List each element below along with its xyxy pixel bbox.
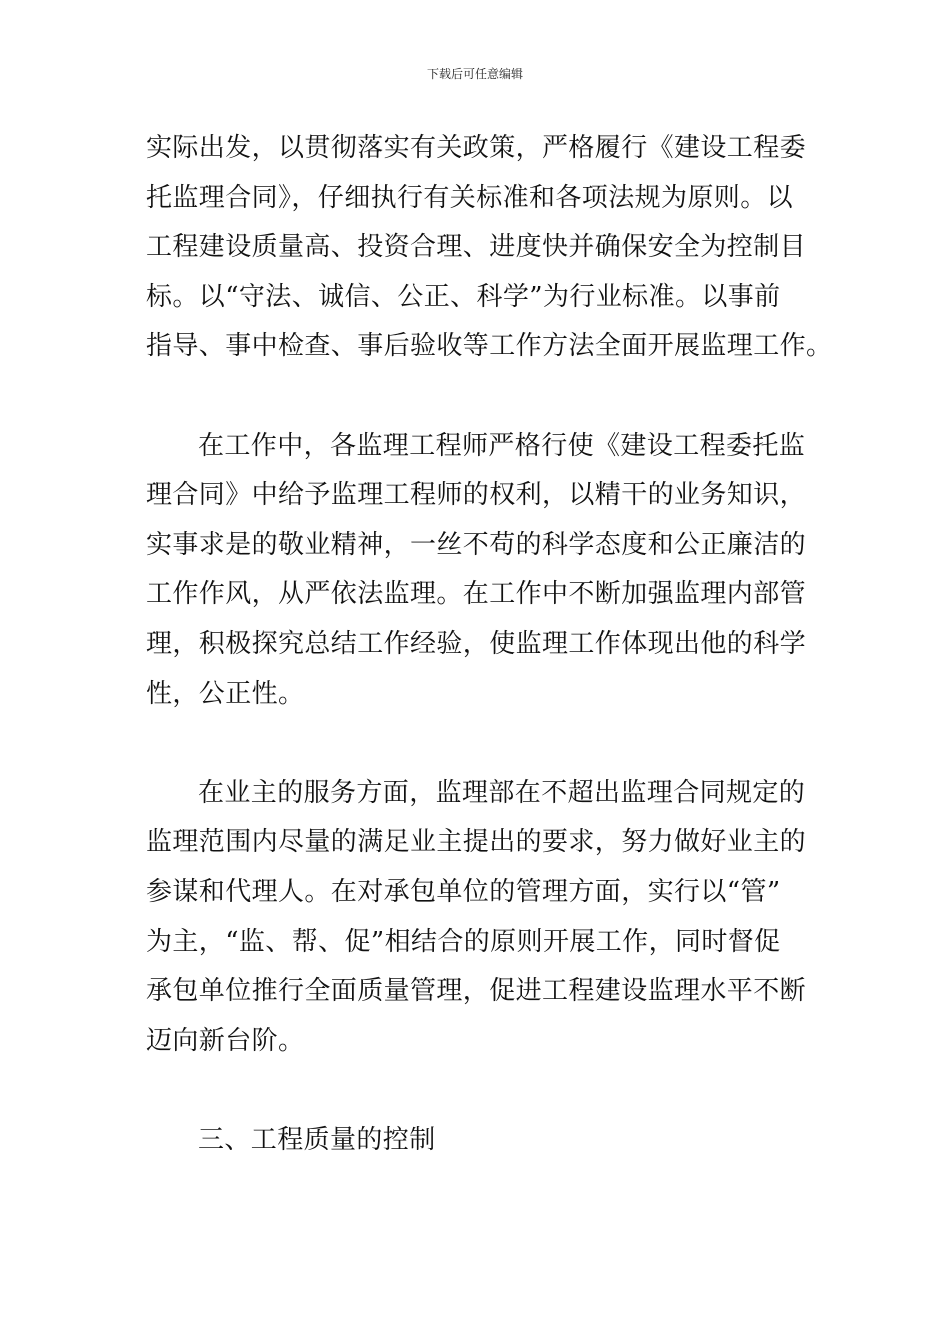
- document-body: [146, 124, 833, 1165]
- paragraph-line: 理，积极探究总结工作经验，使监理工作体现出他的科学: [146, 628, 807, 659]
- paragraph-line: 实事求是的敬业精神，一丝不苟的科学态度和公正廉洁的: [146, 529, 807, 560]
- paragraph-1: [146, 124, 833, 372]
- paragraph-line: 参谋和代理人。在对承包单位的管理方面，实行以“管”: [146, 876, 781, 907]
- section-heading-text: 三、工程质量的控制: [198, 1124, 436, 1155]
- paragraph-line: 实际出发，以贯彻落实有关政策，严格履行《建设工程委: [146, 133, 807, 163]
- paragraph-spacer: [146, 719, 806, 769]
- paragraph-2: [146, 422, 806, 720]
- paragraph-line: 为主，“监、帮、促”相结合的原则开展工作，同时督促: [146, 926, 781, 957]
- paragraph-line: 工程建设质量高、投资合理、进度快并确保安全为控制目: [146, 232, 807, 263]
- paragraph-line: 指导、事中检查、事后验收等工作方法全面开展监理工作。: [146, 331, 833, 362]
- paragraph-line: 在工作中，各监理工程师严格行使《建设工程委托监: [198, 430, 806, 461]
- paragraph-line: 在业主的服务方面，监理部在不超出监理合同规定的: [198, 777, 806, 808]
- paragraph-line: 理合同》中给予监理工程师的权利，以精干的业务知识，: [146, 480, 807, 511]
- paragraph-line: 托监理合同》，仔细执行有关标准和各项法规为原则。以: [146, 182, 794, 213]
- paragraph-3: [146, 769, 806, 1067]
- paragraph-line: 标。以“守法、诚信、公正、科学”为行业标准。以事前: [146, 281, 781, 312]
- paragraph-line: 迈向新台阶。: [146, 1025, 305, 1056]
- paragraph-line: 承包单位推行全面质量管理，促进工程建设监理水平不断: [146, 976, 807, 1007]
- paragraph-line: 性，公正性。: [146, 678, 305, 709]
- paragraph-line: 监理范围内尽量的满足业主提出的要求，努力做好业主的: [146, 827, 807, 858]
- section-heading: [146, 1116, 806, 1166]
- paragraph-spacer: [146, 1066, 806, 1116]
- page-header-note: 下载后可任意编辑: [426, 67, 523, 81]
- paragraph-line: 工作作风，从严依法监理。在工作中不断加强监理内部管: [146, 579, 807, 610]
- paragraph-spacer: [146, 372, 806, 422]
